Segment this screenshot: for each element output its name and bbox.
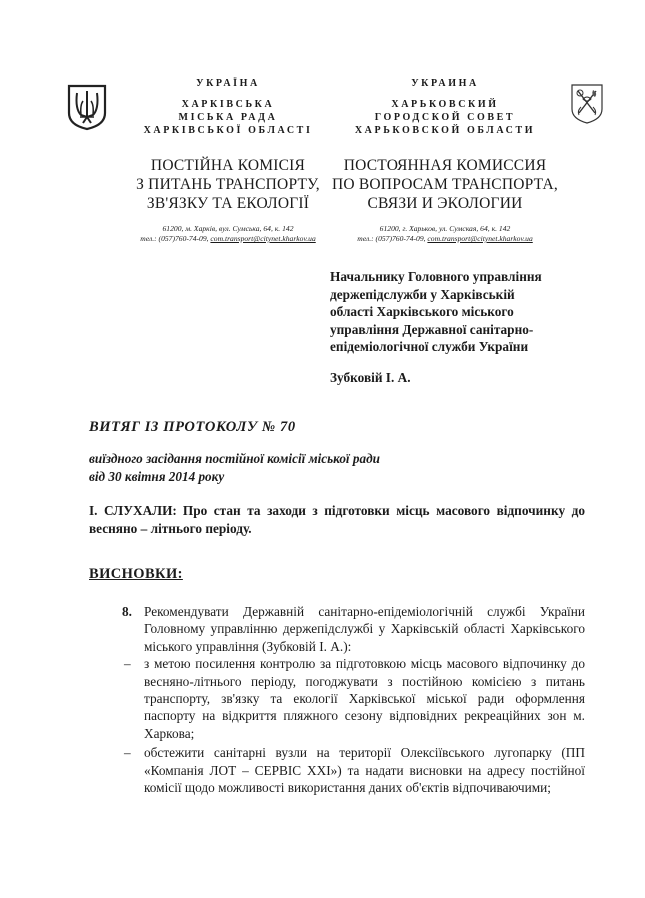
header-right-council-line3: ХАРЬКОВСКОЙ ОБЛАСТИ bbox=[354, 125, 536, 136]
subitem-1-text: з метою посилення контролю за підготовкою місць масового відпочинку до весняно-літнього періоду, погоджувати з постійною комісією з питань транспорту, зв'язку та екології Харківської міської ради оформлення паспорту на відкриття пляжного сезону відповідних рекреаційних зон м. Харкова; bbox=[144, 656, 585, 741]
meeting-line2: від 30 квітня 2014 року bbox=[89, 469, 225, 484]
header-left-commission-line3: ЗВ'ЯЗКУ ТА ЕКОЛОГІЇ bbox=[146, 195, 310, 212]
header-left-council-line1: ХАРКІВСЬКА bbox=[181, 99, 275, 110]
addressee-line2: держепідслужби у Харківській bbox=[330, 286, 515, 302]
header-left-email-link[interactable]: com.transport@citynet.kharkov.ua bbox=[210, 234, 316, 243]
subitem-2 bbox=[124, 744, 585, 796]
addressee-line5: епідеміологічної служби України bbox=[330, 339, 529, 354]
header-left-country: УКРАЇНА bbox=[196, 78, 260, 89]
dash-bullet-2: – bbox=[124, 745, 131, 761]
heard-label: І. СЛУХАЛИ: bbox=[89, 503, 177, 518]
header-left-council-line3: ХАРКІВСЬКОЇ ОБЛАСТІ bbox=[143, 125, 313, 136]
heard-section bbox=[89, 502, 585, 538]
subitem-1 bbox=[124, 655, 585, 742]
header-left-council-line2: МІСЬКА РАДА bbox=[178, 112, 278, 123]
header-right-address: 61200, г. Харьков, ул. Сумская, 64, к. 142 bbox=[379, 224, 511, 233]
meeting-line1: виїздного засідання постійної комісії міської ради bbox=[89, 451, 380, 466]
addressee-block bbox=[330, 268, 600, 356]
header-left-commission-line2: З ПИТАНЬ ТРАНСПОРТУ, bbox=[136, 176, 320, 193]
header-right-council-line1: ХАРЬКОВСКИЙ bbox=[391, 99, 499, 110]
addressee-name: Зубковій І. А. bbox=[330, 370, 411, 385]
meeting-info bbox=[89, 450, 509, 486]
addressee-line1: Начальнику Головного управління bbox=[330, 269, 542, 284]
kharkiv-coat-of-arms-icon bbox=[569, 81, 605, 125]
header-right-commission-line1: ПОСТОЯННАЯ КОМИССИЯ bbox=[343, 157, 547, 174]
addressee-line4: управління Державної санітарно- bbox=[330, 321, 534, 337]
trident-emblem-icon bbox=[66, 83, 108, 131]
header-right-contacts bbox=[332, 234, 558, 244]
header-left-address: 61200, м. Харків, вул. Сумська, 64, к. 142 bbox=[162, 224, 294, 233]
dash-bullet-1: – bbox=[124, 656, 131, 672]
header-right-phone: тел.: (057)760-74-09, bbox=[357, 234, 428, 243]
conclusions-heading: ВИСНОВКИ: bbox=[89, 566, 183, 582]
header-left-commission-line1: ПОСТІЙНА КОМІСІЯ bbox=[150, 157, 306, 174]
heard-text: Про стан та заходи з підготовки місць масового відпочинку до весняно – літнього періоду. bbox=[89, 503, 585, 536]
item-number: 8. bbox=[122, 604, 132, 619]
header-right-email-link[interactable]: com.transport@citynet.kharkov.ua bbox=[427, 234, 533, 243]
header-right-council-line2: ГОРОДСКОЙ СОВЕТ bbox=[374, 112, 516, 123]
subitem-2-text: обстежити санітарні вузли на території Олексіївського лугопарку (ПП «Компанія ЛОТ – СЕРВІС ХХІ») та надати висновки на адресу постійної комісії щодо можливості використання даних об'єктів відпочиваючими; bbox=[144, 745, 585, 796]
conclusion-item-8 bbox=[122, 603, 585, 796]
header-left-contacts bbox=[118, 234, 338, 244]
item-text: Рекомендувати Державній санітарно-епідеміологічній службі України Головному управлінню держепідслужбі у Харківській області Харківського міського управління (Зубковій І. А.): bbox=[144, 604, 585, 654]
header-left-phone: тел.: (057)760-74-09, bbox=[140, 234, 211, 243]
addressee-line3: області Харківського міського bbox=[330, 304, 514, 319]
header-right-commission-line3: СВЯЗИ И ЭКОЛОГИИ bbox=[367, 195, 523, 212]
header-right-commission-line2: ПО ВОПРОСАМ ТРАНСПОРТА, bbox=[332, 176, 558, 193]
header-right-country: УКРАИНА bbox=[411, 78, 479, 89]
document-title: ВИТЯГ ІЗ ПРОТОКОЛУ № 70 bbox=[89, 419, 296, 435]
